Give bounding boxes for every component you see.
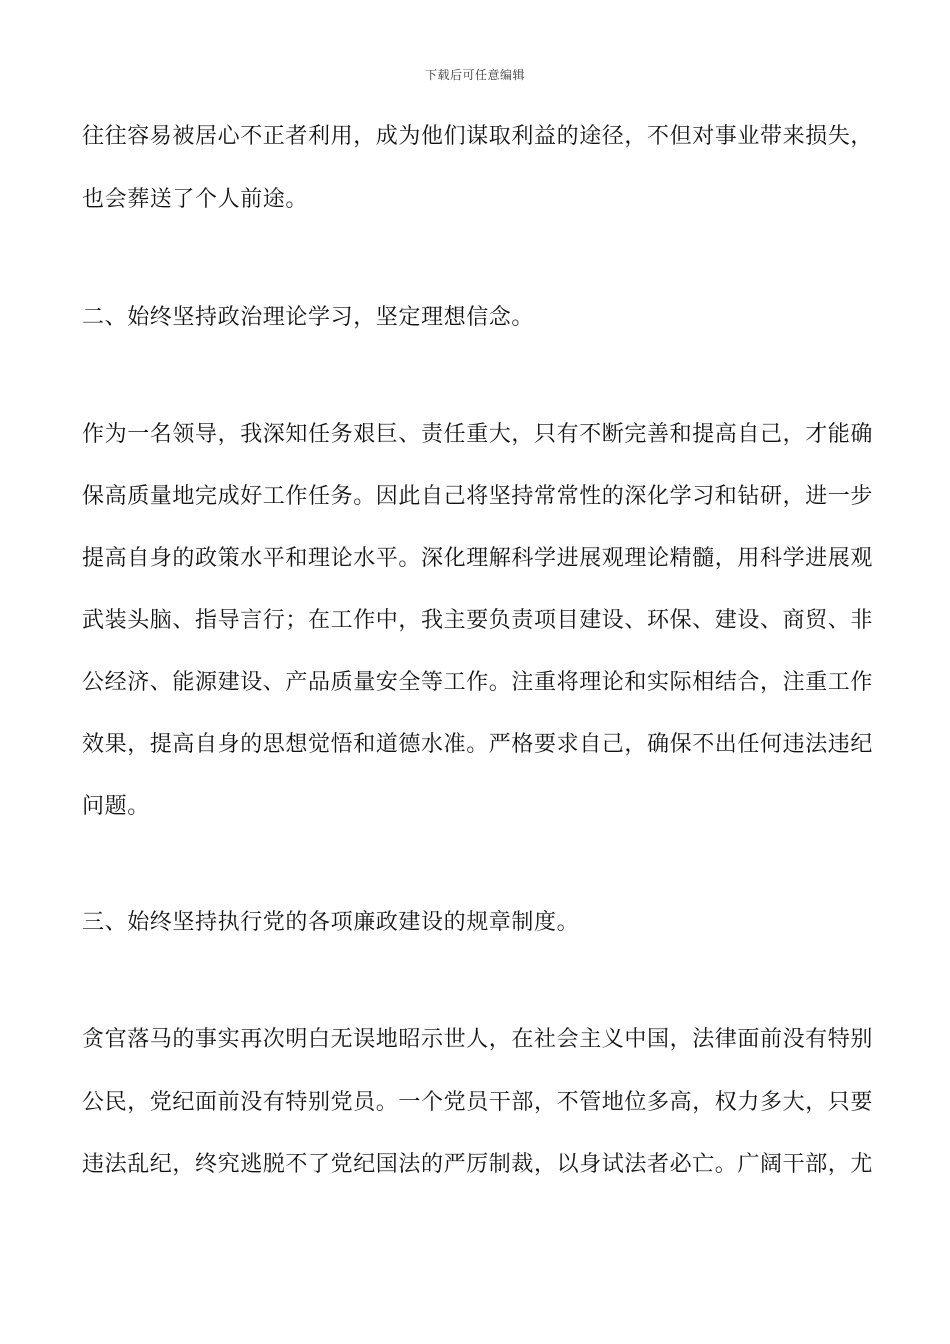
paragraph-line: 往往容易被居心不正者利用，成为他们谋取利益的途径，不但对事业带来损失， [82,124,874,149]
section-heading: 二、始终坚持政治理论学习，坚定理想信念。 [82,305,535,330]
paragraph-line: 提高自身的政策水平和理论水平。深化理解科学进展观理论精髓，用科学进展观 [82,546,874,571]
paragraph-line: 也会葬送了个人前途。 [82,187,309,212]
paragraph-line: 效果，提高自身的思想觉悟和道德水准。严格要求自己，确保不出任何违法违纪 [82,732,874,757]
section-heading: 三、始终坚持执行党的各项廉政建设的规章制度。 [82,910,580,935]
paragraph-line: 问题。 [82,794,150,819]
paragraph-line: 公经济、能源建设、产品质量安全等工作。注重将理论和实际相结合，注重工作 [82,670,874,695]
paragraph-line: 违法乱纪，终究逃脱不了党纪国法的严厉制裁，以身试法者必亡。广阔干部，尤 [82,1152,874,1177]
paragraph-line: 保高质量地完成好工作任务。因此自己将坚持常常性的深化学习和钻研，进一步 [82,484,874,509]
paragraph-line: 作为一名领导，我深知任务艰巨、责任重大，只有不断完善和提高自己，才能确 [82,422,874,447]
paragraph-line: 武装头脑、指导言行；在工作中，我主要负责项目建设、环保、建设、商贸、非 [82,608,874,633]
paragraph-line: 公民，党纪面前没有特别党员。一个党员干部，不管地位多高，权力多大，只要 [82,1090,874,1115]
page-header: 下载后可任意编辑 [424,68,525,82]
paragraph-line: 贪官落马的事实再次明白无误地昭示世人，在社会主义中国，法律面前没有特别 [82,1027,874,1052]
